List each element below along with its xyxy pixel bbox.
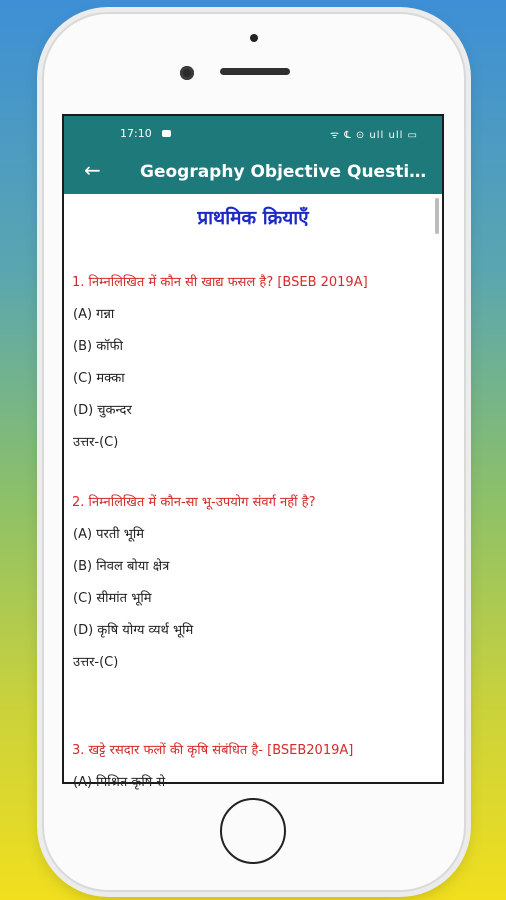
q1-option-b: (B) कॉफी [73,339,123,354]
app-bar [64,116,442,194]
earpiece-speaker [220,68,290,75]
status-icons: ᯤ ℄ ⊙ ull ull ▭ [329,130,418,141]
question-1: 1. निम्नलिखित में कौन सी खाद्य फसल है? [BSEB 2019A] [72,275,368,290]
q1-answer: उत्तर-(C) [73,435,119,450]
sensor-dot [250,34,258,42]
q2-option-c: (C) सीमांत भूमि [73,591,152,606]
home-button[interactable] [220,798,286,864]
app-screen [64,116,442,790]
q2-option-b: (B) निवल बोया क्षेत्र [73,559,170,574]
back-arrow-icon[interactable]: ← [84,158,101,182]
question-2: 2. निम्नलिखित में कौन-सा भू-उपयोग संवर्ग नहीं है? [72,495,316,510]
question-3: 3. खट्टे रसदार फलों की कृषि संबंधित है- [BSEB2019A] [72,743,354,758]
q1-option-c: (C) मक्का [73,371,125,386]
q1-option-d: (D) चुकन्दर [73,403,132,418]
toolbar [64,156,442,190]
q2-answer: उत्तर-(C) [73,655,119,670]
status-bar [64,126,442,144]
content-area[interactable] [64,194,442,790]
q3-option-a: (A) मिश्रित कृषि से [73,775,166,790]
q1-option-a: (A) गन्ना [73,307,115,322]
status-time: 17:10 [120,127,152,140]
q2-option-d: (D) कृषि योग्य व्यर्थ भूमि [73,623,194,638]
scrollbar[interactable] [435,198,439,234]
app-title: Geography Objective Questi… [140,162,427,182]
page-heading: प्राथमिक क्रियाएँ [197,207,309,229]
front-camera [180,66,194,80]
q2-option-a: (A) परती भूमि [73,527,145,542]
notification-icon [162,130,171,137]
